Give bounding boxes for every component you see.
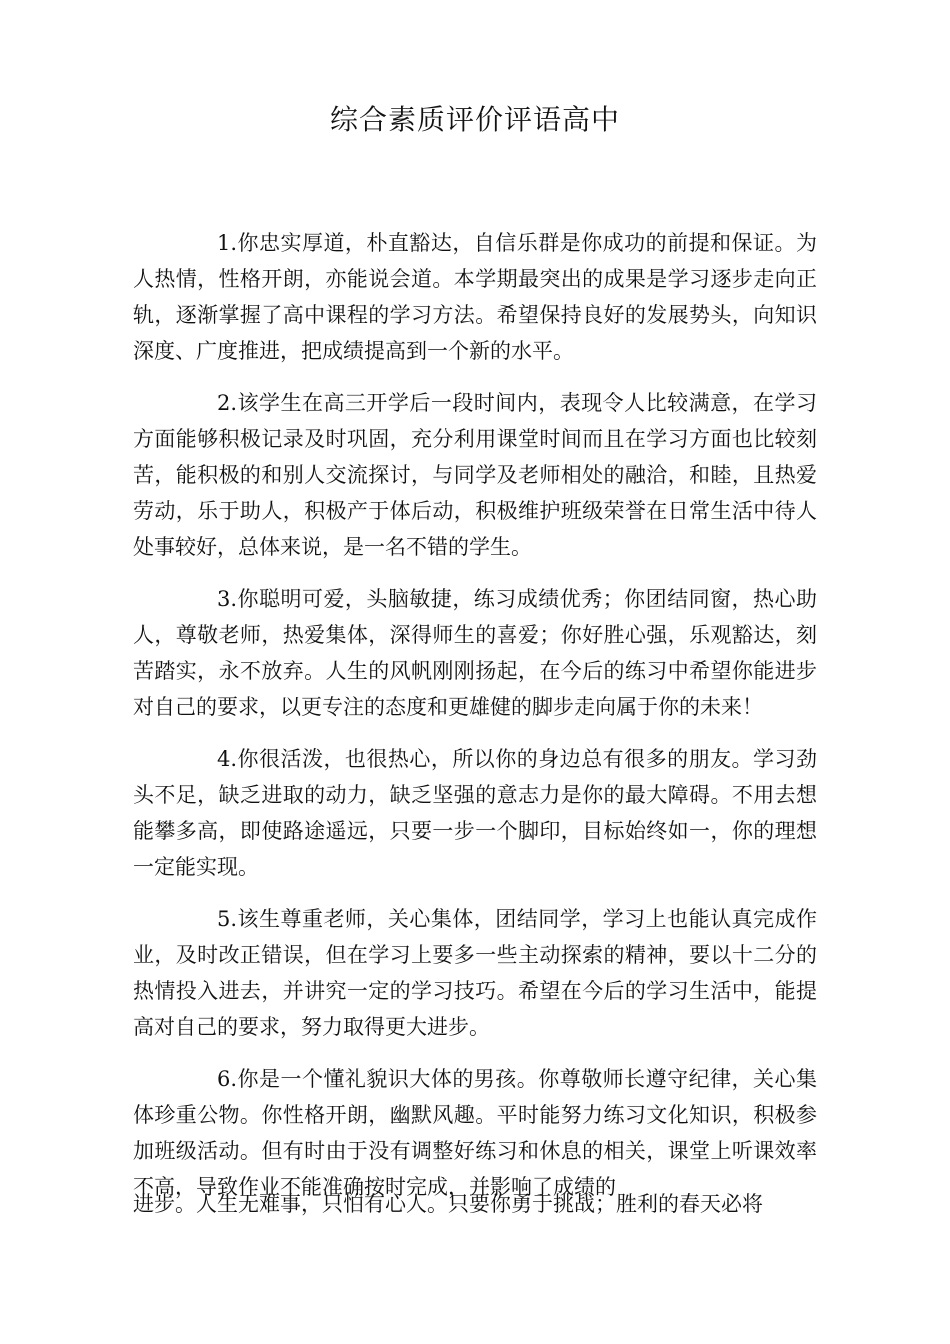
paragraph-number: 6. — [217, 1067, 238, 1091]
paragraph-text: 你忠实厚道，朴直豁达，自信乐群是你成功的前提和保证。为人热情，性格开朗，亦能说会道。本学期最突出的成果是学习逐步走向正轨，逐渐掌握了高中课程的学习方法。希望保持良好的发展势头，向知识深度、广度推进，把成绩提高到一个新的水平。 — [133, 231, 817, 363]
comments-body — [133, 225, 817, 1221]
paragraph-number: 2. — [217, 391, 238, 415]
comment-paragraph-2 — [133, 385, 817, 565]
paragraph-text: 该生尊重老师，关心集体，团结同学，学习上也能认真完成作业，及时改正错误，但在学习上要多一些主动探索的精神，要以十二分的热情投入进去，并讲究一定的学习技巧。希望在今后的学习生活中，能提高对自己的要求，努力取得更大进步。 — [133, 907, 817, 1039]
paragraph-number: 5. — [217, 907, 238, 931]
paragraph-text: 你是一个懂礼貌识大体的男孩。你尊敬师长遵守纪律，关心集体珍重公物。你性格开朗，幽默风趣。平时能努力练习文化知识，积极参加班级活动。但有时由于没有调整好练习和休息的相关，课堂上听课效率不高，导致作业不能准确按时完成，并影响了成绩的 — [133, 1067, 817, 1199]
comment-paragraph-5 — [133, 901, 817, 1045]
comment-paragraph-4 — [133, 741, 817, 885]
comment-paragraph-3 — [133, 581, 817, 725]
page-title: 综合素质评价评语高中 — [329, 103, 620, 136]
paragraph-number: 1. — [217, 231, 238, 255]
paragraph-number: 4. — [217, 747, 238, 771]
paragraph-text: 你很活泼，也很热心，所以你的身边总有很多的朋友。学习劲头不足，缺乏进取的动力，缺乏坚强的意志力是你的最大障碍。不用去想能攀多高，即使路途遥远，只要一步一个脚印，目标始终如一，你的理想一定能实现。 — [133, 747, 817, 879]
paragraph-number: 3. — [217, 587, 238, 611]
continuation-line: 进步。人生无难事，只怕有心人。只要你勇于挑战；胜利的春天必将 — [133, 1192, 763, 1216]
comment-paragraph-1 — [133, 225, 817, 369]
paragraph-text: 你聪明可爱，头脑敏捷，练习成绩优秀；你团结同窗，热心助人，尊敬老师，热爱集体，深得师生的喜爱；你好胜心强，乐观豁达，刻苦踏实，永不放弃。人生的风帆刚刚扬起，在今后的练习中希望你能进步对自己的要求，以更专注的态度和更雄健的脚步走向属于你的未来！ — [133, 587, 817, 719]
paragraph-text: 该学生在高三开学后一段时间内，表现令人比较满意，在学习方面能够积极记录及时巩固，充分利用课堂时间而且在学习方面也比较刻苦，能积极的和别人交流探讨，与同学及老师相处的融洽，和睦，且热爱劳动，乐于助人，积极产于体后动，积极维护班级荣誉在日常生活中待人处事较好，总体来说，是一名不错的学生。 — [133, 391, 817, 559]
comment-paragraph-6 — [133, 1061, 817, 1205]
